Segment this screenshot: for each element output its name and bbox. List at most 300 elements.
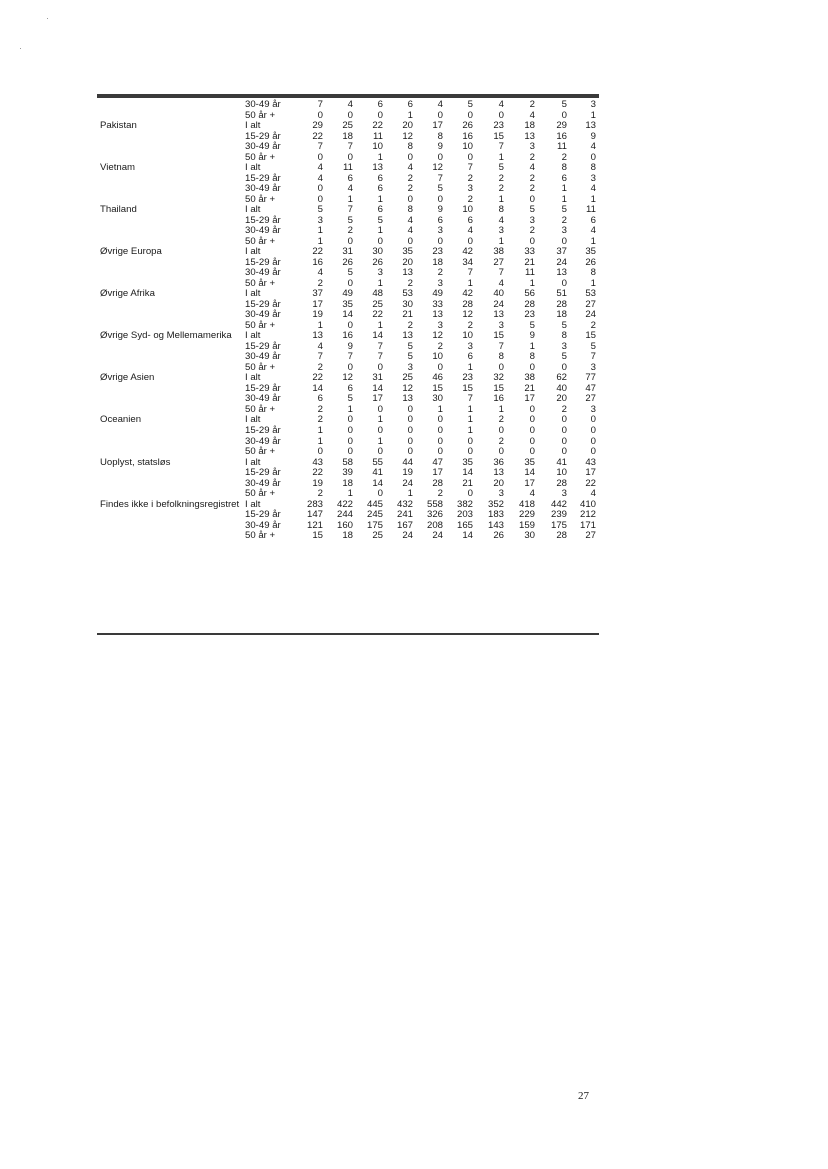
table-cell: 1 <box>377 151 383 163</box>
row-group-label <box>97 100 245 111</box>
table-cell: 0 <box>437 193 443 205</box>
table-cell: 1 <box>529 277 535 289</box>
table-cell: 47 <box>432 456 443 468</box>
row-group-label: Oceanien <box>100 414 142 426</box>
row-group-label <box>97 394 245 405</box>
table-cell: 35 <box>402 246 413 258</box>
table-cell: 24 <box>402 477 413 489</box>
table-cell: 42 <box>462 246 473 258</box>
table-cell: 2 <box>437 488 443 500</box>
table-row <box>97 531 599 542</box>
table-cell: 20 <box>556 393 567 405</box>
table-cell: 2 <box>529 151 535 163</box>
table-cell: 0 <box>467 488 473 500</box>
table-cell: 35 <box>524 456 535 468</box>
row-age-label: 50 år + <box>245 530 276 542</box>
table-cell: 0 <box>529 361 535 373</box>
table-cell: 15 <box>493 130 504 142</box>
table-cell: 15 <box>585 330 596 342</box>
table-cell: 3 <box>467 183 473 195</box>
table-cell: 5 <box>317 204 323 216</box>
table-cell: 18 <box>432 256 443 268</box>
table-cell: 35 <box>462 456 473 468</box>
table-cell: 0 <box>529 424 535 436</box>
table-cell: 5 <box>407 351 413 363</box>
table-cell: 24 <box>556 256 567 268</box>
table-cell: 1 <box>498 403 504 415</box>
table-cell: 0 <box>529 446 535 458</box>
table-cell: 0 <box>317 183 323 195</box>
table-cell: 7 <box>317 141 323 153</box>
row-age-label: 50 år + <box>245 403 276 415</box>
row-group-label <box>97 216 245 227</box>
table-cell: 22 <box>312 372 323 384</box>
table-cell: 21 <box>402 309 413 321</box>
table-cell: 1 <box>590 235 596 247</box>
table-row <box>97 447 599 458</box>
table-cell: 53 <box>585 288 596 300</box>
row-group-label: Øvrige Afrika <box>100 288 155 300</box>
table-cell: 229 <box>518 509 535 521</box>
table-cell: 49 <box>432 288 443 300</box>
table-cell: 15 <box>493 330 504 342</box>
row-age-label: 15-29 år <box>245 172 281 184</box>
table-cell: 1 <box>590 193 596 205</box>
table-cell: 1 <box>498 151 504 163</box>
table-cell: 2 <box>437 267 443 279</box>
table-cell: 35 <box>585 246 596 258</box>
table-cell: 14 <box>372 330 383 342</box>
table-cell: 2 <box>529 99 535 110</box>
table-cell: 4 <box>467 225 473 237</box>
table-cell: 3 <box>529 141 535 153</box>
table-cell: 167 <box>396 519 413 531</box>
table-cell: 4 <box>529 109 535 121</box>
table-cell: 4 <box>317 162 323 174</box>
table-cell: 5 <box>347 267 353 279</box>
table-cell: 12 <box>432 330 443 342</box>
table-cell: 9 <box>437 204 443 216</box>
row-group-label <box>97 310 245 321</box>
table-cell: 5 <box>407 340 413 352</box>
table-cell: 10 <box>462 330 473 342</box>
row-group-label: Pakistan <box>100 120 137 132</box>
row-group-label <box>97 142 245 153</box>
table-cell: 0 <box>407 193 413 205</box>
table-cell: 5 <box>561 351 567 363</box>
table-cell: 25 <box>372 298 383 310</box>
row-age-label: I alt <box>245 372 261 384</box>
row-age-label: 30-49 år <box>245 351 281 363</box>
table-cell: 1 <box>377 193 383 205</box>
table-cell: 1 <box>347 403 353 415</box>
table-cell: 0 <box>317 109 323 121</box>
table-cell: 558 <box>426 498 443 510</box>
row-age-label: 30-49 år <box>245 99 281 110</box>
table-cell: 0 <box>347 361 353 373</box>
table-cell: 2 <box>407 319 413 331</box>
table-cell: 0 <box>561 414 567 426</box>
table-cell: 14 <box>372 477 383 489</box>
table-cell: 1 <box>467 414 473 426</box>
table-cell: 1 <box>467 403 473 415</box>
table-cell: 30 <box>432 393 443 405</box>
table-cell: 13 <box>493 309 504 321</box>
table-cell: 0 <box>437 424 443 436</box>
table-cell: 2 <box>437 340 443 352</box>
table-cell: 0 <box>467 446 473 458</box>
table-cell: 3 <box>377 267 383 279</box>
table-cell: 14 <box>462 530 473 542</box>
table-cell: 8 <box>407 204 413 216</box>
table-cell: 14 <box>312 382 323 394</box>
table-cell: 12 <box>342 372 353 384</box>
table-cell: 4 <box>407 162 413 174</box>
table-cell: 7 <box>467 393 473 405</box>
table-cell: 36 <box>493 456 504 468</box>
table-cell: 0 <box>407 435 413 447</box>
table-cell: 0 <box>377 109 383 121</box>
table-cell: 245 <box>366 509 383 521</box>
table-cell: 1 <box>347 488 353 500</box>
table-cell: 0 <box>561 277 567 289</box>
table-cell: 25 <box>342 120 353 132</box>
table-cell: 6 <box>561 172 567 184</box>
table-cell: 21 <box>462 477 473 489</box>
table-cell: 6 <box>377 99 383 110</box>
table-cell: 239 <box>550 509 567 521</box>
table-cell: 2 <box>561 214 567 226</box>
table-cell: 1 <box>561 193 567 205</box>
table-cell: 18 <box>342 477 353 489</box>
table-cell: 1 <box>529 340 535 352</box>
table-cell: 4 <box>317 340 323 352</box>
table-cell: 8 <box>590 267 596 279</box>
table-cell: 3 <box>590 403 596 415</box>
table-cell: 0 <box>498 424 504 436</box>
row-age-label: I alt <box>245 330 261 342</box>
table-cell: 7 <box>377 351 383 363</box>
table-cell: 20 <box>402 256 413 268</box>
table-cell: 5 <box>590 340 596 352</box>
table-cell: 1 <box>561 183 567 195</box>
table-cell: 183 <box>487 509 504 521</box>
table-cell: 11 <box>525 267 535 279</box>
table-cell: 24 <box>402 530 413 542</box>
table-cell: 2 <box>317 361 323 373</box>
table-cell: 27 <box>585 298 596 310</box>
table-cell: 0 <box>561 361 567 373</box>
table-cell: 13 <box>402 393 413 405</box>
table-cell: 3 <box>590 99 596 110</box>
table-cell: 14 <box>462 467 473 479</box>
table-cell: 27 <box>585 393 596 405</box>
table-cell: 432 <box>396 498 413 510</box>
table-cell: 212 <box>579 509 596 521</box>
table-cell: 0 <box>377 446 383 458</box>
table-cell: 7 <box>467 162 473 174</box>
table-bottom-rule <box>97 633 599 635</box>
table-cell: 43 <box>312 456 323 468</box>
table-cell: 4 <box>347 183 353 195</box>
table-cell: 40 <box>556 382 567 394</box>
table-cell: 0 <box>467 109 473 121</box>
table-cell: 1 <box>407 109 413 121</box>
table-cell: 382 <box>456 498 473 510</box>
table-cell: 0 <box>407 424 413 436</box>
table-cell: 0 <box>377 361 383 373</box>
row-group-label <box>97 258 245 269</box>
table-cell: 2 <box>498 172 504 184</box>
scan-speck <box>47 18 48 19</box>
row-group-label <box>97 226 245 237</box>
table-cell: 21 <box>524 382 535 394</box>
table-cell: 3 <box>590 172 596 184</box>
table-cell: 32 <box>493 372 504 384</box>
table-cell: 14 <box>372 382 383 394</box>
table-cell: 44 <box>402 456 413 468</box>
table-cell: 352 <box>487 498 504 510</box>
table-cell: 2 <box>317 414 323 426</box>
table-cell: 8 <box>529 351 535 363</box>
table-cell: 3 <box>590 361 596 373</box>
table-cell: 9 <box>437 141 443 153</box>
row-age-label: 15-29 år <box>245 424 281 436</box>
table-cell: 0 <box>590 446 596 458</box>
table-cell: 0 <box>529 414 535 426</box>
table-cell: 40 <box>493 288 504 300</box>
table-cell: 24 <box>432 530 443 542</box>
table-cell: 3 <box>407 361 413 373</box>
table-cell: 3 <box>437 319 443 331</box>
table-cell: 6 <box>377 183 383 195</box>
table-cell: 21 <box>524 256 535 268</box>
table-cell: 283 <box>306 498 323 510</box>
table-cell: 10 <box>556 467 567 479</box>
row-group-label <box>97 479 245 490</box>
table-cell: 2 <box>498 414 504 426</box>
table-cell: 55 <box>372 456 383 468</box>
table-cell: 4 <box>590 141 596 153</box>
table-cell: 8 <box>498 351 504 363</box>
row-age-label: 50 år + <box>245 193 276 205</box>
table-cell: 5 <box>347 393 353 405</box>
table-cell: 0 <box>317 151 323 163</box>
table-cell: 3 <box>498 319 504 331</box>
table-cell: 9 <box>347 340 353 352</box>
table-cell: 51 <box>556 288 567 300</box>
table-cell: 410 <box>579 498 596 510</box>
row-age-label: I alt <box>245 498 261 510</box>
table-row <box>97 142 599 153</box>
table-cell: 0 <box>561 109 567 121</box>
table-cell: 23 <box>462 372 473 384</box>
table-cell: 0 <box>437 446 443 458</box>
table-top-rule <box>97 94 599 98</box>
table-cell: 2 <box>407 172 413 184</box>
table-cell: 0 <box>347 277 353 289</box>
table-cell: 22 <box>312 467 323 479</box>
row-age-label: 30-49 år <box>245 519 281 531</box>
table-cell: 4 <box>498 214 504 226</box>
table-cell: 56 <box>524 288 535 300</box>
table-cell: 2 <box>317 403 323 415</box>
table-cell: 2 <box>529 225 535 237</box>
table-cell: 5 <box>529 204 535 216</box>
table-cell: 0 <box>377 488 383 500</box>
table-cell: 4 <box>407 225 413 237</box>
table-cell: 241 <box>396 509 413 521</box>
table-cell: 27 <box>585 530 596 542</box>
table-cell: 30 <box>402 298 413 310</box>
table-cell: 5 <box>437 183 443 195</box>
table-cell: 0 <box>437 235 443 247</box>
table-cell: 4 <box>317 267 323 279</box>
table-cell: 22 <box>312 246 323 258</box>
table-cell: 6 <box>347 172 353 184</box>
table-cell: 17 <box>524 477 535 489</box>
table-cell: 18 <box>524 120 535 132</box>
table-cell: 418 <box>518 498 535 510</box>
table-cell: 0 <box>437 361 443 373</box>
table-cell: 0 <box>377 403 383 415</box>
table-cell: 24 <box>585 309 596 321</box>
table-body <box>97 100 599 542</box>
table-cell: 2 <box>529 172 535 184</box>
table-cell: 1 <box>317 424 323 436</box>
row-age-label: 50 år + <box>245 151 276 163</box>
table-cell: 26 <box>585 256 596 268</box>
table-cell: 0 <box>590 414 596 426</box>
table-cell: 0 <box>590 151 596 163</box>
table-cell: 0 <box>561 235 567 247</box>
table-cell: 6 <box>347 382 353 394</box>
table-cell: 3 <box>437 277 443 289</box>
row-age-label: 30-49 år <box>245 393 281 405</box>
row-group-label: Øvrige Europa <box>100 246 162 258</box>
table-cell: 5 <box>561 99 567 110</box>
row-age-label: 50 år + <box>245 109 276 121</box>
table-cell: 1 <box>317 225 323 237</box>
table-cell: 26 <box>372 256 383 268</box>
table-cell: 31 <box>372 372 383 384</box>
table-cell: 1 <box>590 109 596 121</box>
table-cell: 1 <box>377 277 383 289</box>
table-cell: 0 <box>529 435 535 447</box>
row-group-label <box>97 510 245 521</box>
table-cell: 0 <box>347 435 353 447</box>
table-cell: 12 <box>462 309 473 321</box>
table-cell: 0 <box>529 403 535 415</box>
table-cell: 0 <box>561 435 567 447</box>
table-cell: 16 <box>556 130 567 142</box>
table-cell: 13 <box>312 330 323 342</box>
table-cell: 7 <box>498 267 504 279</box>
table-cell: 0 <box>317 193 323 205</box>
table-cell: 28 <box>462 298 473 310</box>
row-group-label <box>97 352 245 363</box>
table-cell: 30 <box>372 246 383 258</box>
row-age-label: I alt <box>245 288 261 300</box>
table-cell: 0 <box>347 109 353 121</box>
table-cell: 28 <box>524 298 535 310</box>
table-cell: 1 <box>377 225 383 237</box>
table-cell: 7 <box>467 267 473 279</box>
table-cell: 121 <box>306 519 323 531</box>
row-group-label <box>97 531 245 542</box>
table-cell: 4 <box>498 277 504 289</box>
table-cell: 7 <box>437 172 443 184</box>
table-cell: 159 <box>518 519 535 531</box>
scan-speck <box>20 48 21 49</box>
table-cell: 38 <box>524 372 535 384</box>
row-age-label: 15-29 år <box>245 340 281 352</box>
row-group-label <box>97 468 245 479</box>
table-cell: 13 <box>372 162 383 174</box>
table-cell: 3 <box>437 225 443 237</box>
table-cell: 0 <box>347 424 353 436</box>
row-age-label: 50 år + <box>245 235 276 247</box>
table-cell: 208 <box>426 519 443 531</box>
table-cell: 171 <box>579 519 596 531</box>
page-number: 27 <box>578 1090 589 1102</box>
table-cell: 13 <box>432 309 443 321</box>
table-cell: 0 <box>467 435 473 447</box>
table-cell: 3 <box>529 214 535 226</box>
table-cell: 160 <box>336 519 353 531</box>
row-group-label <box>97 342 245 353</box>
table-cell: 26 <box>342 256 353 268</box>
table-cell: 0 <box>590 435 596 447</box>
table-cell: 2 <box>317 277 323 289</box>
table-cell: 19 <box>402 467 413 479</box>
table-cell: 326 <box>426 509 443 521</box>
table-cell: 39 <box>342 467 353 479</box>
table-cell: 4 <box>347 99 353 110</box>
row-age-label: I alt <box>245 246 261 258</box>
table-cell: 20 <box>402 120 413 132</box>
table-cell: 175 <box>550 519 567 531</box>
row-age-label: 50 år + <box>245 319 276 331</box>
table-cell: 12 <box>402 130 413 142</box>
table-cell: 0 <box>377 424 383 436</box>
table-cell: 41 <box>372 467 383 479</box>
table-cell: 34 <box>462 256 473 268</box>
table-cell: 29 <box>556 120 567 132</box>
table-cell: 1 <box>590 277 596 289</box>
table-cell: 0 <box>407 403 413 415</box>
table-cell: 244 <box>336 509 353 521</box>
table-cell: 29 <box>312 120 323 132</box>
table-cell: 15 <box>462 382 473 394</box>
table-cell: 0 <box>347 446 353 458</box>
table-cell: 13 <box>585 120 596 132</box>
table-cell: 2 <box>498 435 504 447</box>
table-cell: 27 <box>493 256 504 268</box>
row-age-label: 15-29 år <box>245 298 281 310</box>
row-group-label: Øvrige Syd- og Mellemamerika <box>100 330 232 342</box>
table-cell: 3 <box>467 340 473 352</box>
table-cell: 0 <box>407 414 413 426</box>
table-cell: 1 <box>467 424 473 436</box>
table-row <box>97 468 599 479</box>
table-cell: 3 <box>561 225 567 237</box>
table-cell: 18 <box>342 130 353 142</box>
table-cell: 2 <box>407 183 413 195</box>
table-cell: 143 <box>487 519 504 531</box>
table-cell: 10 <box>372 141 383 153</box>
table-cell: 16 <box>493 393 504 405</box>
